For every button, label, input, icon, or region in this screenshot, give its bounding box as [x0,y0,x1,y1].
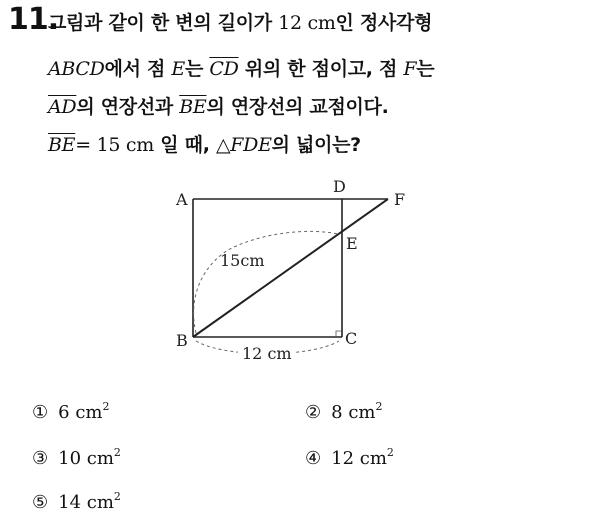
choice-1-value: 6 cm [58,402,103,423]
choice-2[interactable] [305,400,382,423]
line2-text-a: 에서 점 [104,58,172,80]
choice-1[interactable] [32,400,109,423]
label-a: A [176,190,188,209]
segment-be-2: $\overline{BE}$ [48,134,76,156]
choice-3-exponent: 2 [113,446,121,459]
choice-5-value: 14 cm [58,492,114,513]
choice-3-number: ③ [32,448,49,469]
point-f: F [403,58,417,80]
choice-1-number: ① [32,402,49,423]
choice-5-number: ⑤ [32,492,49,513]
line3-text-b: 의 연장선의 교점이다. [206,96,389,118]
triangle-name: FDE [230,134,272,156]
point-e: E [171,58,185,80]
choice-1-exponent: 2 [102,400,110,413]
choice-2-number: ② [305,402,322,423]
label-b: B [176,331,188,350]
segment-cd: $\overline{CD}$ [209,58,239,80]
square-name: ABCD [48,58,105,80]
side-length-value: 12 cm [278,12,336,34]
label-d: D [333,177,346,196]
label-c: C [345,329,358,348]
right-angle-mark-c [336,331,342,337]
label-be-length: 15cm [220,251,265,270]
line3-text-a: 의 연장선과 [76,96,180,118]
label-e: E [346,234,358,253]
line1-text-a: 그림과 같이 한 변의 길이가 [48,12,279,34]
choice-4-number: ④ [305,448,322,469]
segment-be: $\overline{BE}$ [179,96,207,118]
be-length-equation: = 15 cm [75,134,154,156]
choice-3[interactable] [32,446,121,469]
line1-text-b: 인 정사각형 [335,12,433,34]
line4-text-a: 일 때, [153,134,216,156]
be-length-arc [194,231,338,333]
segment-ad: $\overline{AD}$ [48,96,77,118]
question-number: 11. [8,2,59,37]
choice-4-value: 12 cm [331,448,387,469]
choice-2-value: 8 cm [331,402,376,423]
choice-5[interactable] [32,490,121,513]
triangle-symbol: △ [215,134,231,156]
line2-text-c: 위의 한 점이고, 점 [238,58,404,80]
label-f: F [394,190,406,209]
choice-4-exponent: 2 [386,446,394,459]
label-side-length: 12 cm [242,344,292,363]
choice-4[interactable] [305,446,394,469]
choice-3-value: 10 cm [58,448,114,469]
line2-text-d: 는 [416,58,435,80]
choice-2-exponent: 2 [375,400,383,413]
choice-5-exponent: 2 [113,490,121,503]
line2-text-b: 는 [184,58,210,80]
line4-text-b: 의 넓이는? [271,134,361,156]
square-abcd [193,199,342,337]
